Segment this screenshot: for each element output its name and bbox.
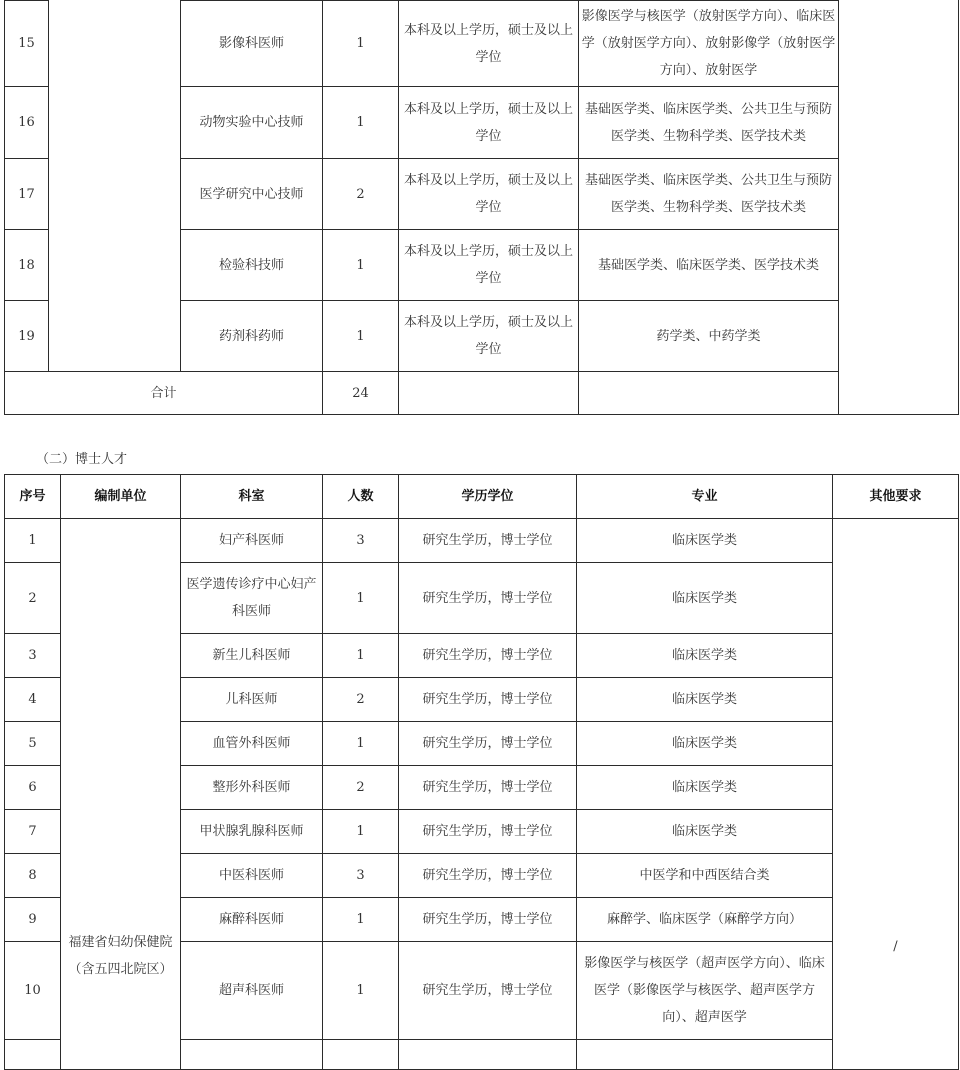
row-number: 7 bbox=[5, 810, 61, 854]
row-number: 17 bbox=[5, 159, 49, 230]
row-number: 4 bbox=[5, 678, 61, 722]
total-label: 合计 bbox=[5, 372, 323, 415]
major-cell: 临床医学类 bbox=[577, 519, 833, 563]
row-number: 3 bbox=[5, 634, 61, 678]
major-cell: 基础医学类、临床医学类、公共卫生与预防医学类、生物科学类、医学技术类 bbox=[579, 159, 839, 230]
other-requirements-cell bbox=[833, 519, 959, 1070]
header-number: 序号 bbox=[5, 475, 61, 519]
header-major: 专业 bbox=[577, 475, 833, 519]
row-number: 16 bbox=[5, 87, 49, 159]
department-cell: 超声科医师 bbox=[181, 942, 323, 1040]
headcount-cell: 1 bbox=[323, 942, 399, 1040]
row-number: 2 bbox=[5, 563, 61, 634]
table-doctoral-positions bbox=[4, 474, 959, 1070]
education-cell: 本科及以上学历，硕士及以上学位 bbox=[399, 87, 579, 159]
major-cell: 影像医学与核医学（放射医学方向）、临床医学（放射医学方向）、放射影像学（放射医学方向）、放射医学 bbox=[579, 1, 839, 87]
header-headcount: 人数 bbox=[323, 475, 399, 519]
major-cell: 麻醉学、临床医学（麻醉学方向） bbox=[577, 898, 833, 942]
education-cell: 研究生学历，博士学位 bbox=[399, 519, 577, 563]
headcount-cell: 1 bbox=[323, 301, 399, 372]
department-cell: 动物实验中心技师 bbox=[181, 87, 323, 159]
major-cell: 临床医学类 bbox=[577, 722, 833, 766]
education-cell: 研究生学历，博士学位 bbox=[399, 678, 577, 722]
major-cell: 影像医学与核医学（超声医学方向）、临床医学（影像医学与核医学、超声医学方向）、超声医学 bbox=[577, 942, 833, 1040]
education-cell: 研究生学历，博士学位 bbox=[399, 563, 577, 634]
row-number: 1 bbox=[5, 519, 61, 563]
education-cell: 研究生学历，博士学位 bbox=[399, 766, 577, 810]
department-cell: 儿科医师 bbox=[181, 678, 323, 722]
department-cell: 麻醉科医师 bbox=[181, 898, 323, 942]
row-number: 15 bbox=[5, 1, 49, 87]
department-cell: 血管外科医师 bbox=[181, 722, 323, 766]
row-number: 10 bbox=[5, 942, 61, 1040]
department-cell: 医学遗传诊疗中心妇产科医师 bbox=[181, 563, 323, 634]
section-heading-doctoral: （二）博士人才 bbox=[36, 452, 128, 467]
education-cell: 本科及以上学历，硕士及以上学位 bbox=[399, 230, 579, 301]
major-cell: 临床医学类 bbox=[577, 678, 833, 722]
major-cell: 药学类、中药学类 bbox=[579, 301, 839, 372]
department-cell: 影像科医师 bbox=[181, 1, 323, 87]
total-count: 24 bbox=[323, 372, 399, 415]
table-row bbox=[5, 519, 959, 563]
table-master-positions bbox=[4, 0, 959, 415]
major-cell: 临床医学类 bbox=[577, 766, 833, 810]
major-cell: 临床医学类 bbox=[577, 563, 833, 634]
header-other: 其他要求 bbox=[833, 475, 959, 519]
header-education: 学历学位 bbox=[399, 475, 577, 519]
headcount-cell: 3 bbox=[323, 519, 399, 563]
unit-name-cell bbox=[61, 519, 181, 1070]
education-cell: 本科及以上学历，硕士及以上学位 bbox=[399, 1, 579, 87]
department-cell: 整形外科医师 bbox=[181, 766, 323, 810]
education-cell: 研究生学历，博士学位 bbox=[399, 854, 577, 898]
header-unit: 编制单位 bbox=[61, 475, 181, 519]
department-cell: 药剂科药师 bbox=[181, 301, 323, 372]
education-cell: 研究生学历，博士学位 bbox=[399, 722, 577, 766]
education-cell: 研究生学历，博士学位 bbox=[399, 942, 577, 1040]
row-number: 5 bbox=[5, 722, 61, 766]
major-cell: 基础医学类、临床医学类、医学技术类 bbox=[579, 230, 839, 301]
major-cell: 临床医学类 bbox=[577, 634, 833, 678]
unit-cell-merged bbox=[49, 0, 181, 372]
education-cell: 研究生学历，博士学位 bbox=[399, 810, 577, 854]
row-number: 19 bbox=[5, 301, 49, 372]
headcount-cell: 1 bbox=[323, 1, 399, 87]
department-cell: 中医科医师 bbox=[181, 854, 323, 898]
headcount-cell: 2 bbox=[323, 678, 399, 722]
department-cell: 甲状腺乳腺科医师 bbox=[181, 810, 323, 854]
department-cell: 新生儿科医师 bbox=[181, 634, 323, 678]
headcount-cell: 1 bbox=[323, 230, 399, 301]
headcount-cell: 3 bbox=[323, 854, 399, 898]
table-total-row bbox=[5, 372, 959, 415]
other-requirements-cell bbox=[839, 0, 959, 415]
headcount-cell: 1 bbox=[323, 87, 399, 159]
education-cell: 研究生学历，博士学位 bbox=[399, 634, 577, 678]
education-cell: 本科及以上学历，硕士及以上学位 bbox=[399, 159, 579, 230]
headcount-cell: 1 bbox=[323, 722, 399, 766]
headcount-cell: 1 bbox=[323, 898, 399, 942]
education-cell: 本科及以上学历，硕士及以上学位 bbox=[399, 301, 579, 372]
headcount-cell: 2 bbox=[323, 159, 399, 230]
row-number: 6 bbox=[5, 766, 61, 810]
department-cell: 检验科技师 bbox=[181, 230, 323, 301]
education-cell: 研究生学历，博士学位 bbox=[399, 898, 577, 942]
unit-name: 福建省妇幼保健院（含五四北院区） bbox=[68, 935, 173, 977]
headcount-cell: 1 bbox=[323, 634, 399, 678]
headcount-cell: 1 bbox=[323, 810, 399, 854]
headcount-cell: 1 bbox=[323, 563, 399, 634]
row-number: 8 bbox=[5, 854, 61, 898]
major-cell: 中医学和中西医结合类 bbox=[577, 854, 833, 898]
row-number: 9 bbox=[5, 898, 61, 942]
major-cell: 基础医学类、临床医学类、公共卫生与预防医学类、生物科学类、医学技术类 bbox=[579, 87, 839, 159]
headcount-cell: 2 bbox=[323, 766, 399, 810]
department-cell: 妇产科医师 bbox=[181, 519, 323, 563]
row-number: 18 bbox=[5, 230, 49, 301]
major-cell: 临床医学类 bbox=[577, 810, 833, 854]
header-department: 科室 bbox=[181, 475, 323, 519]
table-header-row bbox=[5, 475, 959, 519]
other-requirements-value: / bbox=[893, 939, 898, 954]
department-cell: 医学研究中心技师 bbox=[181, 159, 323, 230]
